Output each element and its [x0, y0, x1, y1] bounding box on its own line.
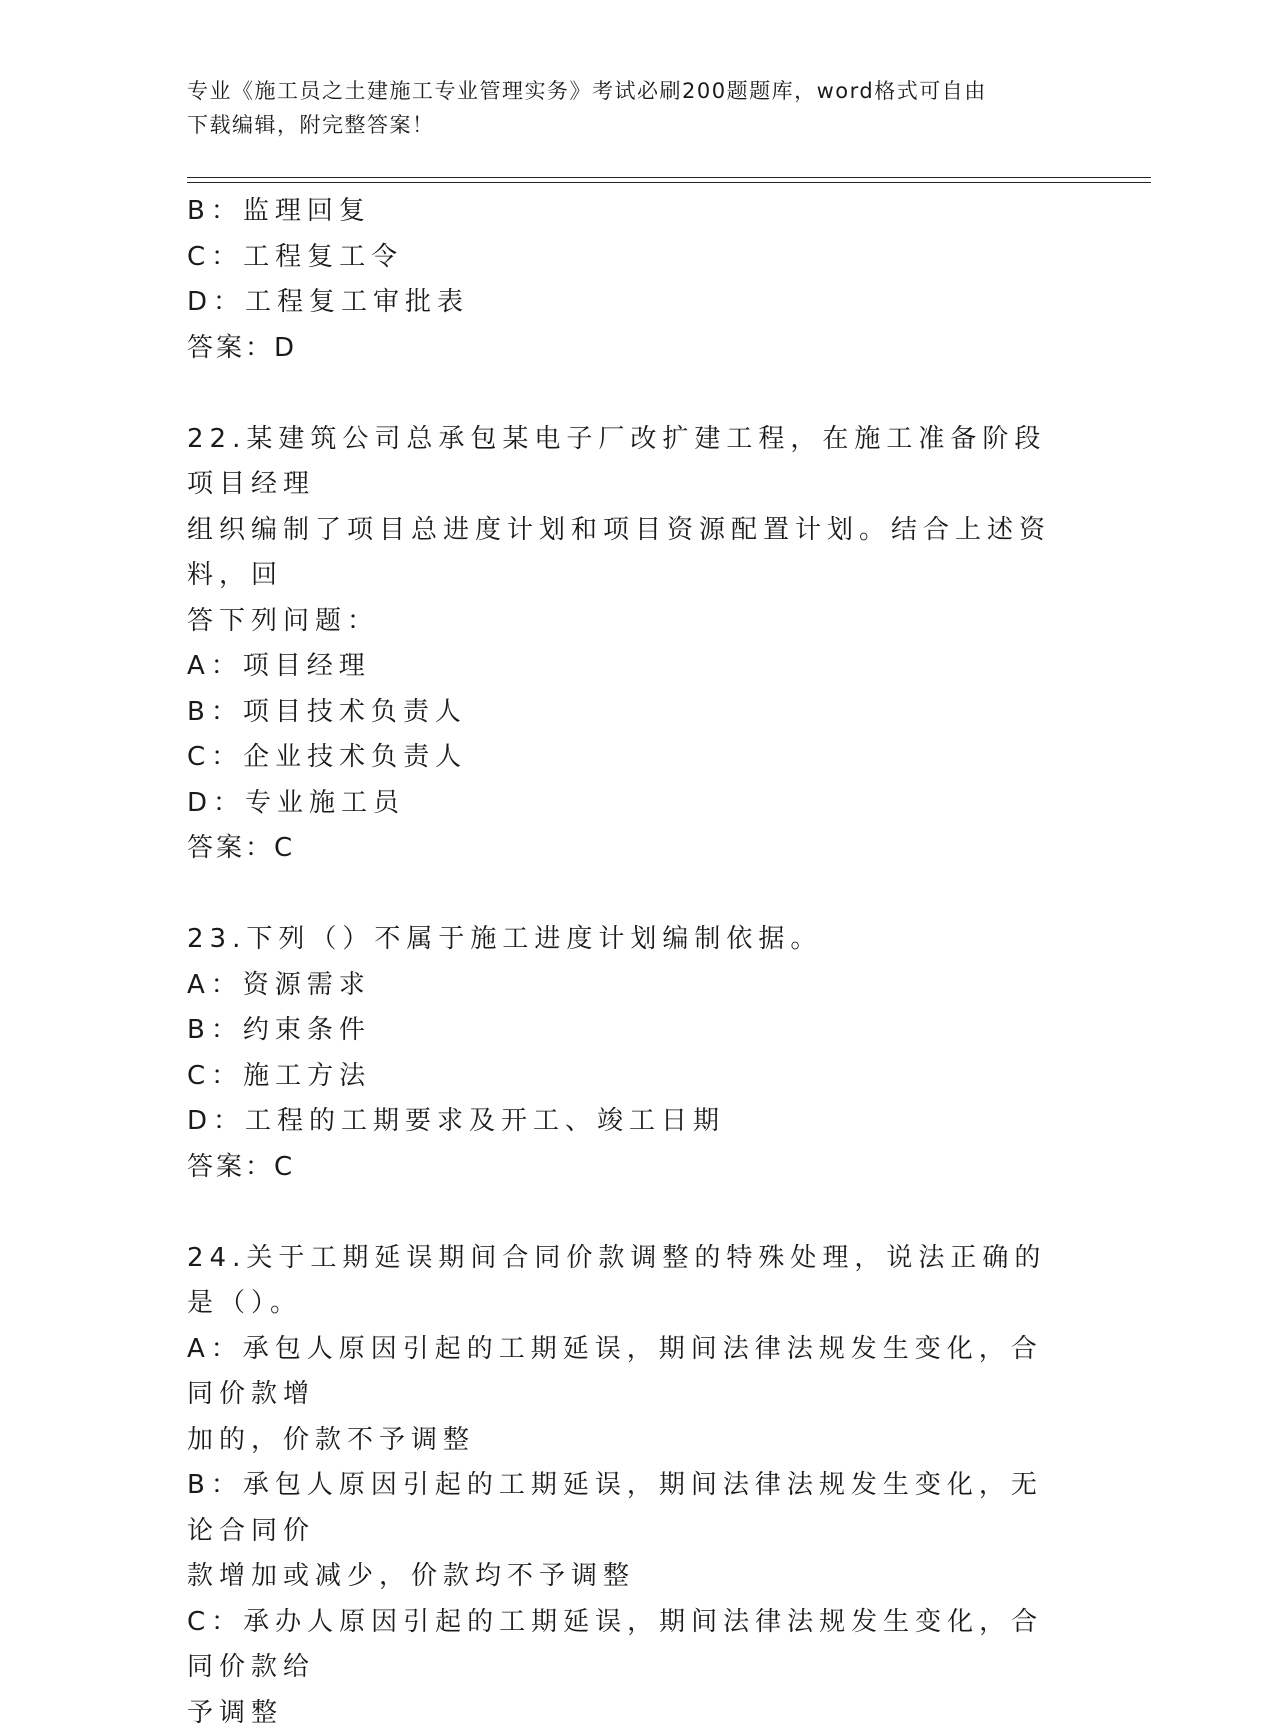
header-line-2: 下载编辑，附完整答案！: [187, 108, 1067, 142]
question-stem-line: 答下列问题：: [187, 599, 1067, 645]
question-stem-line: 24.关于工期延误期间合同价款调整的特殊处理，说法正确的是（）。: [187, 1236, 1067, 1327]
option-a-line: 加的，价款不予调整: [187, 1418, 1067, 1464]
option-c-line: C：承办人原因引起的工期延误，期间法律法规发生变化，合同价款给: [187, 1600, 1067, 1691]
question-stem-line: 23.下列（）不属于施工进度计划编制依据。: [187, 917, 1067, 963]
header-line-1: 专业《施工员之土建施工专业管理实务》考试必刷200题题库，word格式可自由: [187, 74, 1067, 108]
option-b: B：项目技术负责人: [187, 690, 1067, 736]
option-c-line: 予调整: [187, 1691, 1067, 1736]
option-c: C：企业技术负责人: [187, 735, 1067, 781]
option-a: A：项目经理: [187, 644, 1067, 690]
option-d: D：工程复工审批表: [187, 280, 1067, 326]
option-c: C：施工方法: [187, 1054, 1067, 1100]
option-a: A：资源需求: [187, 963, 1067, 1009]
spacer: [187, 371, 1067, 417]
question-23: [187, 917, 1067, 1190]
answer-line: 答案：C: [187, 1145, 1067, 1191]
option-a-line: A：承包人原因引起的工期延误，期间法律法规发生变化，合同价款增: [187, 1327, 1067, 1418]
answer-line: 答案：C: [187, 826, 1067, 872]
spacer: [187, 1190, 1067, 1236]
option-b-line: 款增加或减少，价款均不予调整: [187, 1554, 1067, 1600]
header-divider-top: [187, 177, 1151, 178]
option-b: B：监理回复: [187, 189, 1067, 235]
document-header: [187, 74, 1067, 142]
question-stem-line: 22.某建筑公司总承包某电子厂改扩建工程，在施工准备阶段项目经理: [187, 417, 1067, 508]
question-21-remainder: [187, 189, 1067, 371]
question-22: [187, 417, 1067, 872]
header-divider-bottom: [187, 182, 1151, 183]
option-d: D：工程的工期要求及开工、竣工日期: [187, 1099, 1067, 1145]
question-24: [187, 1236, 1067, 1736]
option-d: D：专业施工员: [187, 781, 1067, 827]
answer-line: 答案：D: [187, 326, 1067, 372]
option-b-line: B：承包人原因引起的工期延误，期间法律法规发生变化，无论合同价: [187, 1463, 1067, 1554]
spacer: [187, 872, 1067, 918]
option-b: B：约束条件: [187, 1008, 1067, 1054]
option-c: C：工程复工令: [187, 235, 1067, 281]
question-stem-line: 组织编制了项目总进度计划和项目资源配置计划。结合上述资料，回: [187, 508, 1067, 599]
document-body: [187, 189, 1067, 1736]
